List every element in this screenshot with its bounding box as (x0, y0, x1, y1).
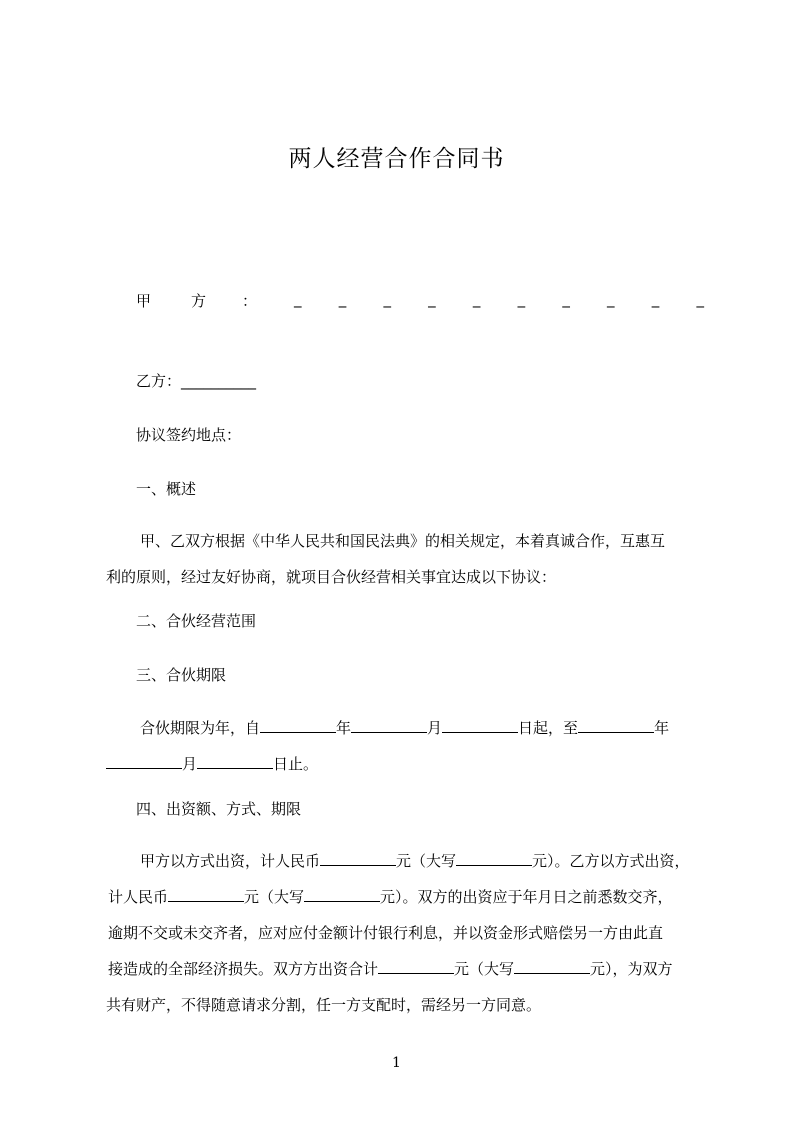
party-a-dash: _ (607, 290, 615, 308)
section-1-line-2: 利的原则，经过友好协商，就项目合伙经营相关事宜达成以下协议： (106, 568, 557, 586)
party-a-dash: _ (294, 290, 302, 308)
term-month-2: 月 (182, 755, 198, 773)
term-text-3: 日止。 (273, 755, 319, 773)
section-3-heading: 三、合伙期限 (136, 666, 227, 684)
section-1-body (106, 523, 702, 595)
term-year-1: 年 (336, 719, 352, 737)
party-a-label-1: 甲 (136, 292, 152, 310)
capital-text-4: 计人民币 (108, 888, 169, 906)
party-a-colon: ： (242, 292, 258, 310)
party-a-dash: _ (428, 290, 436, 308)
capital-text-7: 接造成的全部经济损失。双方方出资合计 (108, 960, 379, 978)
party-a-dash: _ (338, 290, 347, 308)
term-text-1: 合伙期限为年，自 (140, 719, 261, 737)
section-4-body (106, 843, 702, 1023)
capital-text-3: 元）。乙方以方式出资， (532, 852, 690, 870)
party-a-dash: _ (696, 290, 704, 308)
page-number: 1 (392, 1055, 401, 1071)
party-b-blank: __________ (181, 372, 257, 390)
section-3-line-2 (106, 746, 702, 782)
term-month-1: 月 (427, 719, 443, 737)
start-day-blank (442, 718, 518, 733)
capital-text-2: 元（大写 (396, 852, 457, 870)
party-b-label: 乙方： (136, 372, 182, 390)
section-3-body (106, 710, 702, 782)
capital-text-8: 元（大写 (454, 960, 515, 978)
total-amount-words-blank (514, 959, 590, 974)
end-year-blank (578, 718, 654, 733)
start-year-blank (260, 718, 336, 733)
party-a-dash: _ (472, 290, 481, 308)
document-title: 两人经营合作合同书 (288, 146, 505, 172)
capital-text-6: 元）。双方的出资应于年月日之前悉数交齐， (380, 888, 673, 906)
end-day-blank (197, 754, 273, 769)
section-4-line-4 (106, 951, 702, 987)
party-a-blank (294, 290, 704, 308)
party-a-amount-words-blank (456, 851, 532, 866)
total-amount-blank (378, 959, 454, 974)
start-month-blank (351, 718, 427, 733)
party-b-amount-words-blank (304, 887, 380, 902)
party-a-dash: _ (517, 290, 526, 308)
section-4-line-2 (106, 879, 702, 915)
party-a-amount-blank (320, 851, 396, 866)
party-a-dash: _ (651, 290, 660, 308)
section-4-line-3: 逾期不交或未交齐者，应对应付金额计付银行利息，并以资金形式赔偿另一方由此直 (108, 924, 664, 942)
signing-location: 协议签约地点： (136, 426, 242, 444)
section-3-line-1 (106, 710, 702, 746)
section-4-line-5: 共有财产，不得随意请求分割，任一方支配时，需经另一方同意。 (106, 996, 542, 1014)
section-4-line-1 (106, 843, 702, 879)
section-1-line-1: 甲、乙双方根据《中华人民共和国民法典》的相关规定，本着真诚合作，互惠互 (140, 532, 666, 550)
section-2-heading: 二、合伙经营范围 (136, 612, 257, 630)
term-text-2: 日起，至 (518, 719, 579, 737)
capital-text-5: 元（大写 (244, 888, 305, 906)
party-a-dash: _ (383, 290, 391, 308)
end-month-blank (106, 754, 182, 769)
section-4-heading: 四、出资额、方式、期限 (136, 800, 302, 818)
party-b-amount-blank (168, 887, 244, 902)
term-year-2: 年 (654, 719, 670, 737)
capital-text-9: 元），为双方 (590, 960, 673, 978)
party-a-label-2: 方 (191, 292, 207, 310)
party-b-line (136, 370, 256, 391)
section-1-heading: 一、概述 (136, 480, 197, 498)
party-a-dash: _ (562, 290, 570, 308)
capital-text-1: 甲方以方式出资，计人民币 (140, 852, 321, 870)
